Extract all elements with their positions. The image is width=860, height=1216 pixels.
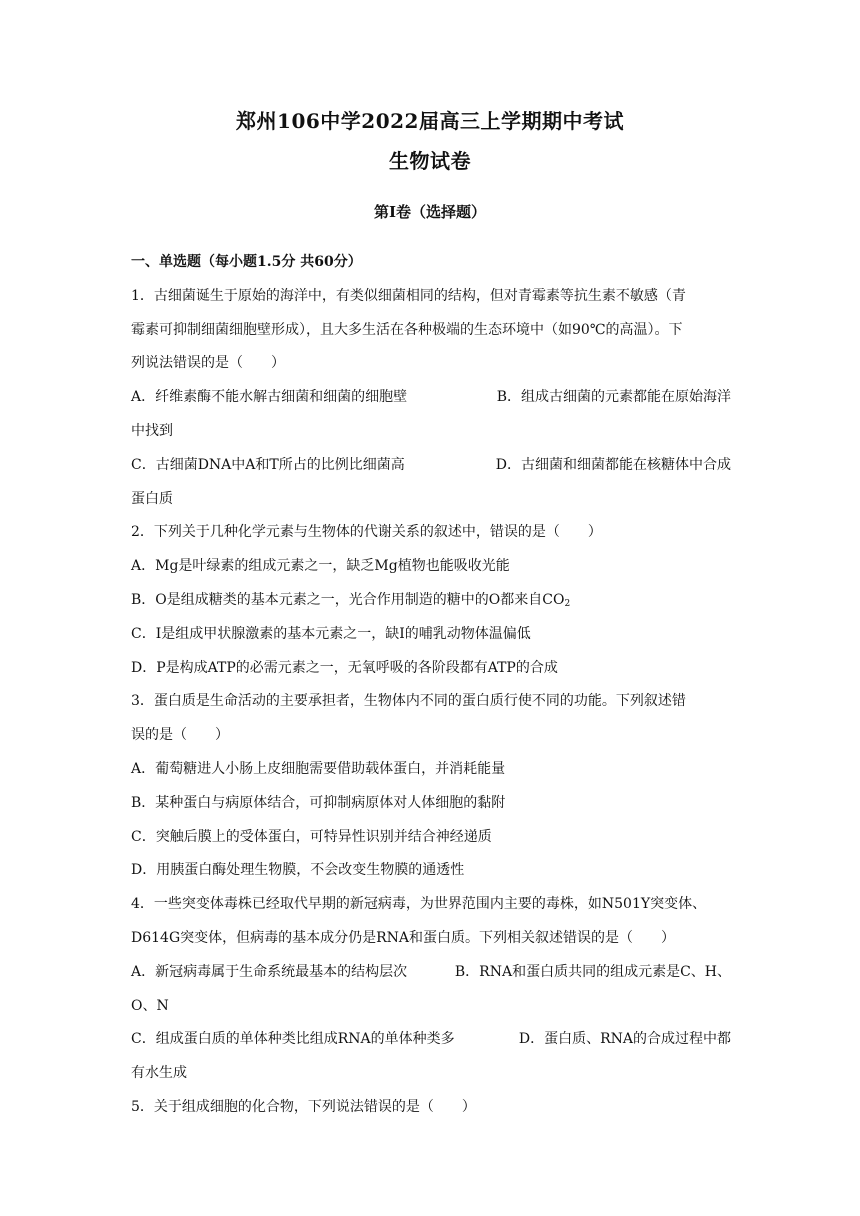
q1-option-d: D．古细菌和细菌都能在核糖体中合成 (495, 456, 731, 473)
q3-option-b: B．某种蛋白与病原体结合，可抑制病原体对人体细胞的黏附 (131, 794, 506, 811)
q4-stem-line2: D614G突变体，但病毒的基本成分仍是RNA和蛋白质。下列相关叙述错误的是（ ） (131, 929, 676, 946)
exam-title: 郑州106中学2022届高三上学期期中考试 (236, 109, 624, 133)
q2-option-d: D．P是构成ATP的必需元素之一，无氧呼吸的各阶段都有ATP的合成 (131, 659, 558, 676)
q3-option-c: C．突触后膜上的受体蛋白，可特异性识别并结合神经递质 (131, 828, 492, 845)
q4-option-a: A．新冠病毒属于生命系统最基本的结构层次 (131, 963, 408, 980)
question-content (131, 246, 731, 1125)
q1-options-cd (131, 449, 731, 483)
q1-option-b: B．组成古细菌的元素都能在原始海洋 (496, 389, 731, 406)
q2-option-b-subscript: 2 (564, 598, 571, 609)
part-heading: 一、单选题（每小题1.5分 共60分） (131, 254, 362, 270)
q2-option-c: C．I是组成甲状腺激素的基本元素之一，缺I的哺乳动物体温偏低 (131, 625, 531, 642)
q4-option-b: B．RNA和蛋白质共同的组成元素是C、H、 (454, 963, 731, 980)
q1-stem-line1: 1．古细菌诞生于原始的海洋中，有类似细菌相同的结构，但对青霉素等抗生素不敏感（青 (131, 287, 686, 304)
q2-option-b-wrap (131, 584, 731, 618)
q2-option-b: B．O是组成糖类的基本元素之一，光合作用制造的糖中的O都来自CO (131, 591, 565, 608)
q4-option-b-cont: O、N (131, 997, 169, 1014)
q1-stem-line3: 列说法错误的是（ ） (131, 355, 285, 372)
q4-options-cd (131, 1023, 731, 1057)
q4-option-c: C．组成蛋白质的单体种类比组成RNA的单体种类多 (131, 1031, 455, 1048)
q2-stem: 2．下列关于几种化学元素与生物体的代谢关系的叙述中，错误的是（ ） (131, 524, 602, 541)
q1-stem-line2: 霉素可抑制细菌细胞壁形成），且大多生活在各种极端的生态环境中（如90℃的高温）。下 (131, 321, 683, 338)
exam-subject: 生物试卷 (389, 149, 471, 173)
q1-option-a: A．纤维素酶不能水解古细菌和细菌的细胞壁 (131, 389, 408, 406)
q5-stem: 5．关于组成细胞的化合物，下列说法错误的是（ ） (131, 1098, 476, 1115)
q2-option-a: A．Mg是叶绿素的组成元素之一，缺乏Mg植物也能吸收光能 (131, 558, 510, 575)
q4-stem-line1: 4．一些突变体毒株已经取代早期的新冠病毒，为世界范围内主要的毒株，如N501Y突变体、 (131, 896, 707, 913)
q1-option-d-cont: 蛋白质 (131, 490, 173, 507)
q3-stem-line1: 3．蛋白质是生命活动的主要承担者，生物体内不同的蛋白质行使不同的功能。下列叙述错 (131, 693, 686, 710)
q3-option-d: D．用胰蛋白酶处理生物膜，不会改变生物膜的通透性 (131, 862, 465, 879)
q1-options-ab (131, 381, 731, 415)
section-title: 第Ⅰ卷（选择题） (373, 203, 487, 221)
q4-options-ab (131, 956, 731, 990)
q4-option-d-cont: 有水生成 (131, 1065, 187, 1082)
q1-option-b-cont: 中找到 (131, 422, 173, 439)
q4-option-d: D．蛋白质、RNA的合成过程中都 (518, 1031, 731, 1048)
q3-stem-line2: 误的是（ ） (131, 727, 229, 744)
q1-option-c: C．古细菌DNA中A和T所占的比例比细菌高 (131, 456, 405, 473)
q3-option-a: A．葡萄糖进人小肠上皮细胞需要借助载体蛋白，并消耗能量 (131, 760, 506, 777)
